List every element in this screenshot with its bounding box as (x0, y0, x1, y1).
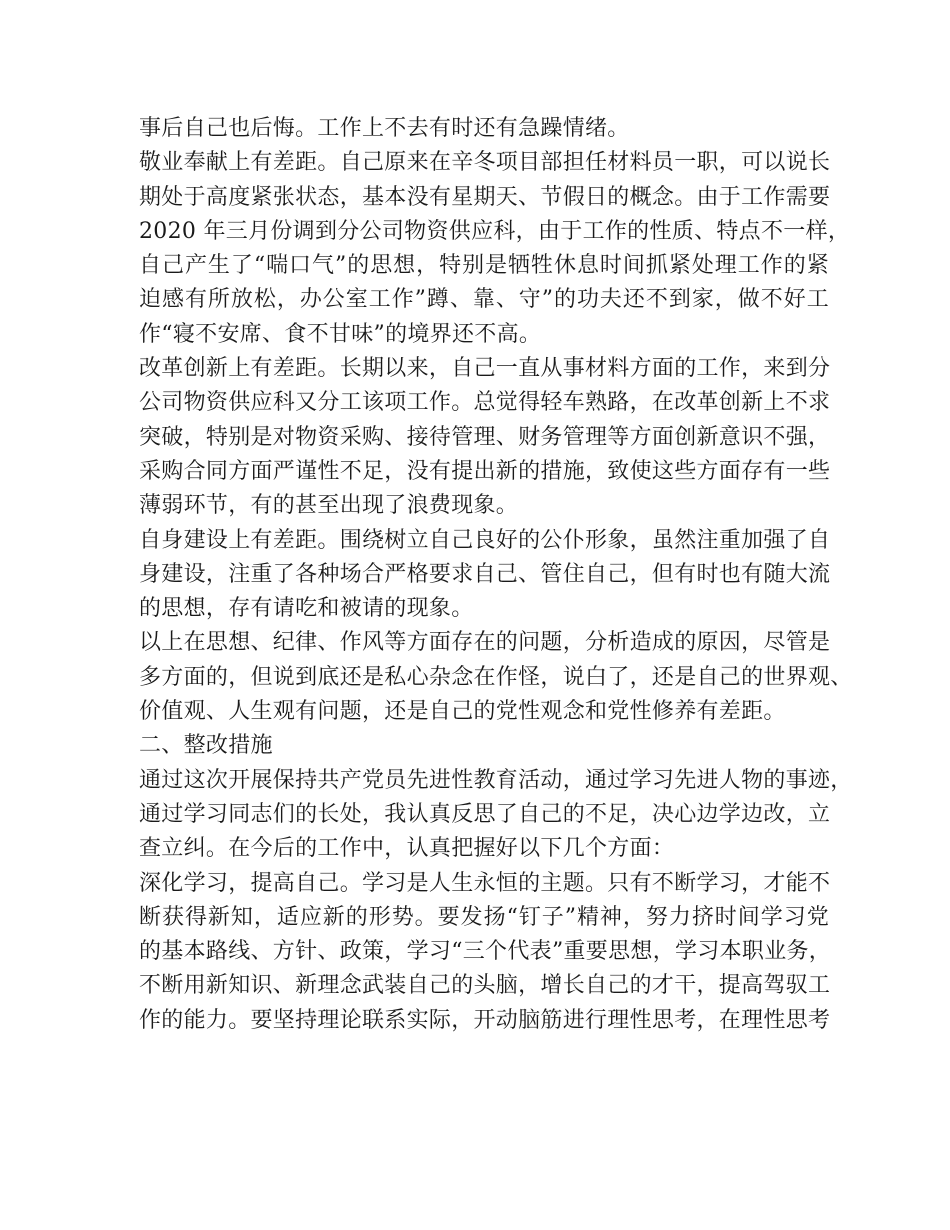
text-line: 突破，特别是对物资采购、接待管理、财务管理等方面创新意识不强， (139, 424, 831, 450)
text-line: 改革创新上有差距。长期以来，自己一直从事材料方面的工作，来到分 (139, 356, 831, 382)
text-line: 迫感有所放松，办公室工作”蹲、靠、守”的功夫还不到家，做不好工 (139, 287, 829, 313)
text-line: 多方面的，但说到底还是私心杂念在作怪，说白了，还是自己的世界观、 (139, 664, 853, 690)
text-line: 采购合同方面严谨性不足，没有提出新的措施，致使这些方面存有一些 (139, 458, 831, 484)
text-line: 自己产生了“喘口气”的思想，特别是牺牲休息时间抓紧处理工作的紧 (139, 253, 829, 279)
text-line: 事后自己也后悔。工作上不去有时还有急躁情绪。 (139, 116, 630, 141)
text-line: 2020 年三月份调到分公司物资供应科，由于工作的性质、特点不一样， (139, 218, 851, 244)
text-line: 通过这次开展保持共产党员先进性教育活动，通过学习先进人物的事迹， (139, 767, 853, 793)
document-body (139, 112, 853, 1038)
text-line: 身建设，注重了各种场合严格要求自己、管住自己，但有时也有随大流 (139, 561, 831, 587)
text-line: 自身建设上有差距。围绕树立自己良好的公仆形象，虽然注重加强了自 (139, 527, 831, 553)
text-line: 断获得新知，适应新的形势。要发扬“钉子”精神，努力挤时间学习党 (139, 904, 829, 930)
text-line: 薄弱环节，有的甚至出现了浪费现象。 (139, 493, 519, 519)
text-line: 通过学习同志们的长处，我认真反思了自己的不足，决心边学边改，立 (139, 801, 831, 827)
text-line: 不断用新知识、新理念武装自己的头脑，增长自己的才干，提高驾驭工 (139, 973, 831, 999)
text-line: 的基本路线、方针、政策，学习“三个代表”重要思想，学习本职业务， (139, 939, 832, 965)
text-line: 作“寝不安席、食不甘味”的境界还不高。 (139, 321, 542, 347)
text-line: 公司物资供应科又分工该项工作。总觉得轻车熟路，在改革创新上不求 (139, 390, 831, 416)
text-line: 期处于高度紧张状态，基本没有星期天、节假日的概念。由于工作需要 (139, 184, 831, 210)
text-line: 的思想，存有请吃和被请的现象。 (139, 596, 474, 622)
text-line: 价值观、人生观有问题，还是自己的党性观念和党性修养有差距。 (139, 699, 786, 725)
text-line: 查立纠。在今后的工作中，认真把握好以下几个方面： (139, 836, 675, 862)
text-line: 作的能力。要坚持理论联系实际，开动脑筋进行理性思考，在理性思考 (139, 1007, 831, 1033)
text-line: 以上在思想、纪律、作风等方面存在的问题，分析造成的原因，尽管是 (139, 630, 831, 656)
text-line: 敬业奉献上有差距。自己原来在辛冬项目部担任材料员一职，可以说长 (139, 150, 831, 176)
section-heading: 二、整改措施 (139, 733, 273, 759)
text-line: 深化学习，提高自己。学习是人生永恒的主题。只有不断学习，才能不 (139, 870, 831, 896)
